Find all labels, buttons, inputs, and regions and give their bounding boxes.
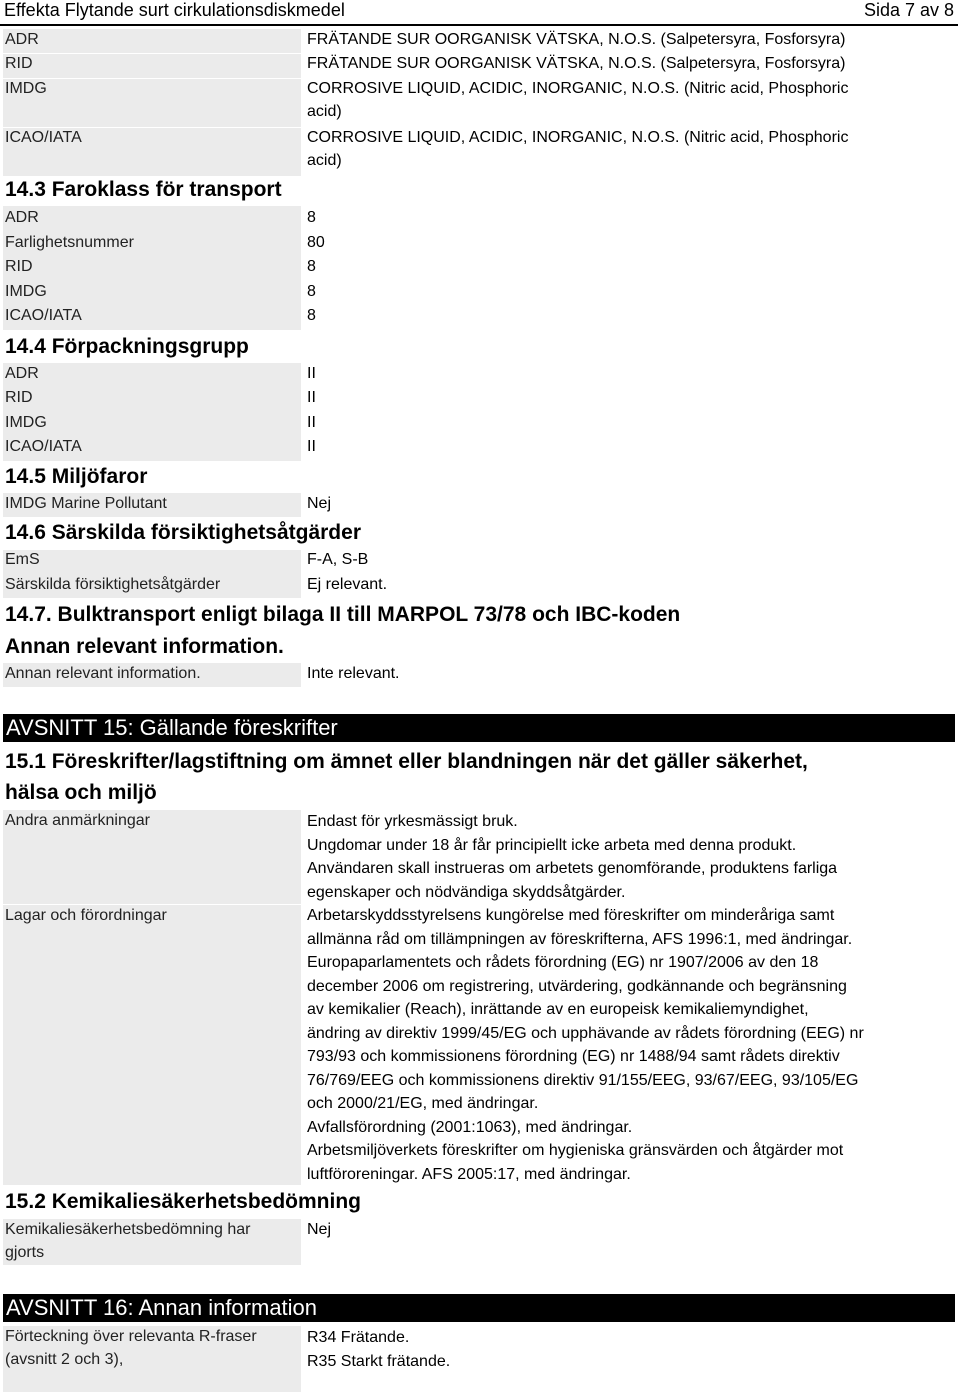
precaution-value: Ej relevant. [307,576,388,593]
shipping-label-rid: RID [5,55,33,72]
env-value: Nej [307,495,332,512]
shipping-value-icao-line1: CORROSIVE LIQUID, ACIDIC, INORGANIC, N.O.S. (Nitric acid, Phosphoric [307,129,849,146]
header-rule [0,24,958,26]
laws-label: Lagar och förordningar [5,907,167,924]
packing-value: II [307,389,316,406]
r-phrases-label-line2: (avsnitt 2 och 3), [5,1351,124,1368]
shipping-label-imdg: IMDG [5,80,47,97]
section-banner-16: AVSNITT 16: Annan information [3,1294,955,1322]
csa-value: Nej [307,1221,332,1238]
label-cell [3,79,301,127]
section-heading-14-5: 14.5 Miljöfaror [5,465,148,488]
section-heading-14-3: 14.3 Faroklass för transport [5,178,282,201]
shipping-value-imdg-line1: CORROSIVE LIQUID, ACIDIC, INORGANIC, N.O.S. (Nitric acid, Phosphoric [307,80,849,97]
packing-label: RID [5,389,33,406]
shipping-label-icao: ICAO/IATA [5,129,82,146]
page-number: Sida 7 av 8 [863,0,954,20]
section-banner-15: AVSNITT 15: Gällande föreskrifter [3,714,955,742]
label-cell [3,54,301,78]
shipping-value-adr: FRÄTANDE SUR OORGANISK VÄTSKA, N.O.S. (Salpetersyra, Fosforsyra) [307,31,846,48]
section-heading-15-1-line1: 15.1 Föreskrifter/lagstiftning om ämnet eller blandningen när det gäller säkerhet, [5,750,808,773]
hazard-value: 8 [307,209,316,226]
precaution-label: Särskilda försiktighetsåtgärder [5,576,221,593]
packing-label: IMDG [5,414,47,431]
label-cell [3,29,301,53]
hazard-label: RID [5,258,33,275]
hazard-value: 8 [307,258,316,275]
hazard-label: ADR [5,209,39,226]
hazard-value: 8 [307,307,316,324]
section-heading-14-4: 14.4 Förpackningsgrupp [5,335,249,358]
section-subheading-14-7: Annan relevant information. [5,635,284,658]
precaution-label: EmS [5,551,40,568]
shipping-value-rid: FRÄTANDE SUR OORGANISK VÄTSKA, N.O.S. (Salpetersyra, Fosforsyra) [307,55,846,72]
section-heading-15-1-line2: hälsa och miljö [5,781,157,804]
section-heading-14-7: 14.7. Bulktransport enligt bilaga II till MARPOL 73/78 och IBC-koden [5,603,681,626]
label-cell [3,905,301,1185]
packing-value: II [307,438,316,455]
r-phrases-label-line1: Förteckning över relevanta R-fraser [5,1328,257,1345]
other-info-value: Inte relevant. [307,665,400,682]
other-info-label: Annan relevant information. [5,665,201,682]
r-phrases-text: R34 Frätande. R35 Starkt frätande. [307,1329,451,1370]
document-title: Effekta Flytande surt cirkulationsdiskmedel [4,0,345,20]
shipping-value-icao-line2: acid) [307,152,342,169]
packing-value: II [307,365,316,382]
other-remarks-label: Andra anmärkningar [5,812,150,829]
shipping-value-imdg-line2: acid) [307,103,342,120]
packing-value: II [307,414,316,431]
csa-label-line2: gjorts [5,1244,45,1261]
packing-label: ICAO/IATA [5,438,82,455]
env-label: IMDG Marine Pollutant [5,495,167,512]
hazard-label: Farlighetsnummer [5,234,134,251]
hazard-label: ICAO/IATA [5,307,82,324]
other-remarks-text: Endast för yrkesmässigt bruk. Ungdomar under 18 år får principiellt icke arbeta med denna produkt. Användaren skall instrueras om arbetets genomförande, produktens farliga egenskaper och nödvändiga skyddsåtgärder. [307,813,838,901]
laws-text: Arbetarskyddsstyrelsens kungörelse med föreskrifter om minderåriga samt allmänna råd om tillämpningen av föreskrifterna, AFS 1996:1, med ändringar. Europaparlamentets och rådets förordning (EG) nr 1907/2006 av den 18 december 2006 om registrering, utvärdering, godkännande och begränsning av kemikalier (Reach), inrättande av en europeisk kemikaliemyndighet, ändring av direktiv 1999/45/EG och upphävande av rådets förordning (EEG) nr 793/93 och kommissionens förordning (EG) nr 1488/94 samt rådets direktiv 76/769/EEG och kommissionens direktiv 91/155/EEG, 93/67/EEG, 93/105/EG och 2000/21/EG, med ändringar. Avfallsförordning (2001:1063), med ändringar. Arbetsmiljöverkets föreskrifter om hygieniska gränsvärden och åtgärder mot luftföroreningar. AFS 2005:17, med ändringar. [307,907,864,1183]
shipping-label-adr: ADR [5,31,39,48]
csa-label-line1: Kemikaliesäkerhetsbedömning har [5,1221,251,1238]
section-heading-15-2: 15.2 Kemikaliesäkerhetsbedömning [5,1190,361,1213]
packing-label: ADR [5,365,39,382]
hazard-value: 8 [307,283,316,300]
hazard-value: 80 [307,234,325,251]
hazard-label: IMDG [5,283,47,300]
precaution-value: F-A, S-B [307,551,369,568]
section-heading-14-6: 14.6 Särskilda försiktighetsåtgärder [5,521,361,544]
